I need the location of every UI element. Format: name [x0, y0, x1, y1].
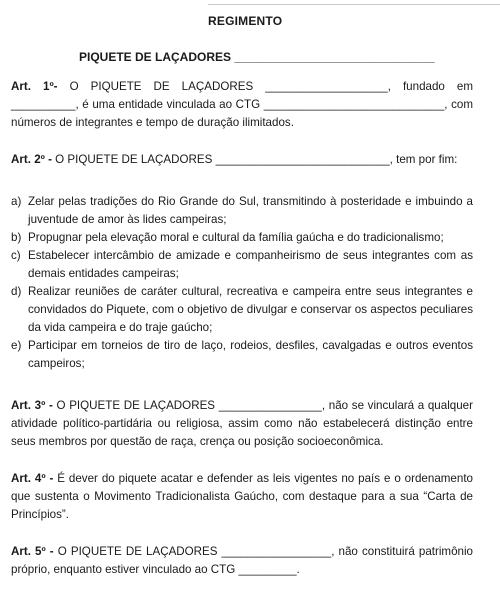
- article-3: [11, 397, 473, 451]
- article-2-label: Art. 2º -: [11, 153, 52, 166]
- list-item-letter: d): [11, 285, 22, 298]
- article-2: [11, 151, 473, 169]
- list-item-text: Participar em torneios de tiro de laço, rodeios, desfiles, cavalgadas e outros eventos campeiros;: [28, 339, 473, 370]
- list-item-letter: b): [11, 231, 22, 244]
- article-2-text: O PIQUETE DE LAÇADORES ___________________________, tem por fim:: [51, 153, 458, 166]
- article-4-text: É dever do piquete acatar e defender as leis vigentes no país e o ordenamento que sustenta o Movimento Tradicionalista Gaúcho, com destaque para a sua “Carta de Princípios”.: [11, 472, 473, 521]
- list-item-text: Realizar reuniões de caráter cultural, recreativa e campeira entre seus integrantes e convidados do Piquete, com o objetivo de divulgar e conservar os aspectos peculiares da vida campeira e do traje gaúcho;: [28, 285, 473, 334]
- article-5-label: Art. 5º -: [11, 545, 54, 558]
- purposes-list: [11, 193, 473, 373]
- list-item: [11, 337, 473, 373]
- list-item: [11, 229, 473, 247]
- article-1-text: O PIQUETE DE LAÇADORES ___________________, fundado em __________, é uma entidade vinculada ao CTG ____________________________, com números de integrantes e tempo de duração ilimitados.: [11, 80, 474, 129]
- article-3-label: Art. 3º -: [11, 399, 53, 412]
- page-edge-mark: [208, 0, 500, 5]
- document-title: REGIMENTO: [208, 14, 283, 28]
- article-5-text: O PIQUETE DE LAÇADORES _________________, não constituirá patrimônio próprio, enquanto estiver vinculado ao CTG _________.: [11, 545, 473, 576]
- list-item: [11, 247, 473, 283]
- list-item-letter: c): [11, 249, 21, 262]
- list-item-letter: a): [11, 195, 22, 208]
- article-4: [11, 470, 473, 524]
- document-subtitle: PIQUETE DE LAÇADORES ______________________________: [79, 50, 435, 64]
- list-item: [11, 193, 473, 229]
- list-item-letter: e): [11, 339, 22, 352]
- article-1: [11, 78, 473, 132]
- article-4-label: Art. 4º -: [11, 472, 54, 485]
- list-item: [11, 283, 473, 337]
- article-1-label: Art. 1º-: [11, 80, 58, 93]
- list-item-text: Estabelecer intercâmbio de amizade e companheirismo de seus integrantes com as demais entidades campeiras;: [28, 249, 473, 280]
- article-3-text: O PIQUETE DE LAÇADORES ________________, não se vinculará a qualquer atividade político-partidária ou religiosa, assim como não estabelecerá distinção entre seus membros por questão de raça, crença ou posição socioeconômica.: [11, 399, 473, 448]
- list-item-text: Zelar pelas tradições do Rio Grande do Sul, transmitindo à posteridade e imbuindo a juventude de amor às lides campeiras;: [28, 195, 473, 226]
- list-item-text: Propugnar pela elevação moral e cultural da família gaúcha e do tradicionalismo;: [28, 231, 444, 244]
- article-5: [11, 543, 473, 579]
